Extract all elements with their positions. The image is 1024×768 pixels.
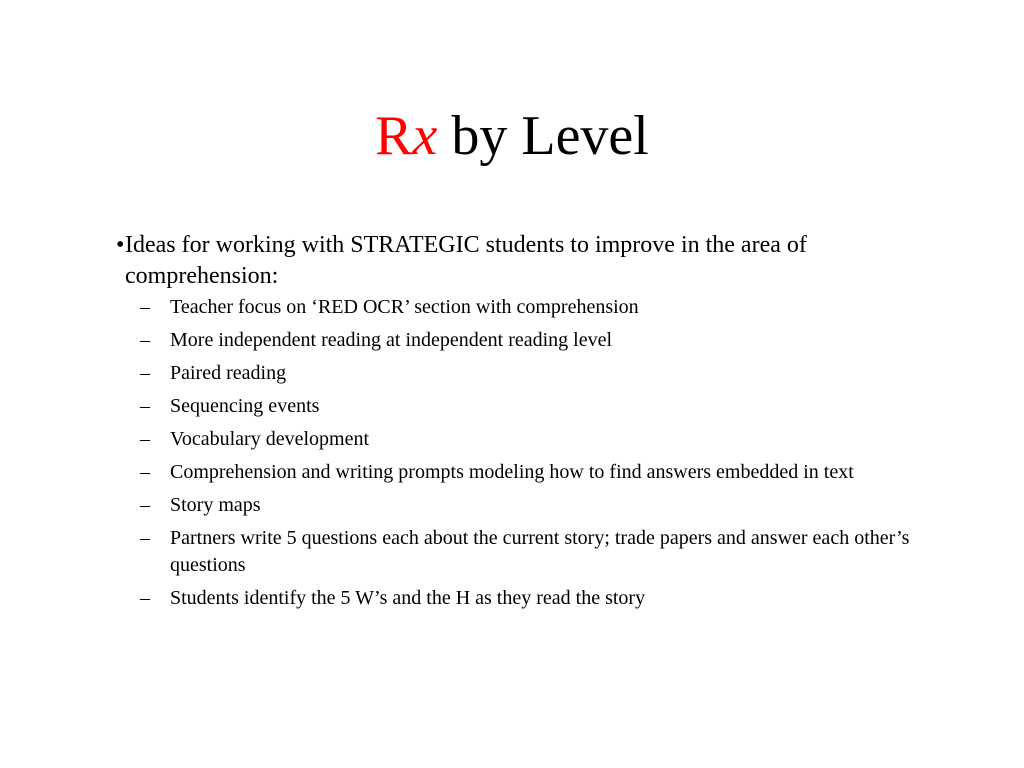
main-bullet [86,230,936,292]
sub-item-text: Story maps [170,494,261,516]
sub-item-teacher-focus [86,294,936,321]
sub-bullet-list [86,294,936,611]
dash-marker: – [140,428,150,450]
sub-item-sequencing [86,393,936,420]
sub-item-text: Teacher focus on ‘RED OCR’ section with comprehension [170,296,639,318]
sub-item-text: Vocabulary development [170,428,370,450]
sub-item-comprehension-prompts [86,459,936,486]
dash-marker: – [140,527,150,549]
sub-item-text: Paired reading [170,362,287,384]
dash-marker: – [140,329,150,351]
bullet-marker: • [116,232,125,258]
main-bullet-text: Ideas for working with STRATEGIC students to improve in the area of comprehension: [125,232,807,289]
dash-marker: – [140,362,150,384]
dash-marker: – [140,395,150,417]
sub-item-story-maps [86,492,936,519]
content-list [86,230,936,618]
sub-item-vocabulary [86,426,936,453]
sub-item-text: Partners write 5 questions each about the current story; trade papers and answer each other’s questions [170,527,910,576]
sub-item-text: Comprehension and writing prompts modeling how to find answers embedded in text [170,461,854,483]
dash-marker: – [140,461,150,483]
sub-item-text: Students identify the 5 W’s and the H as they read the story [170,586,646,609]
sub-item-text: More independent reading at independent reading level [170,329,613,351]
sub-item-paired-reading [86,360,936,387]
title-rest: by Level [437,105,649,167]
dash-marker: – [140,494,150,516]
dash-marker: – [140,296,150,318]
sub-item-independent-reading [86,327,936,354]
title-rx-r: R [375,105,413,167]
sub-item-five-ws [86,585,936,612]
dash-marker: – [140,586,150,609]
slide-title [0,104,1024,168]
title-rx-x: x [412,105,438,167]
sub-item-partner-questions [86,525,936,578]
sub-item-text: Sequencing events [170,395,320,417]
